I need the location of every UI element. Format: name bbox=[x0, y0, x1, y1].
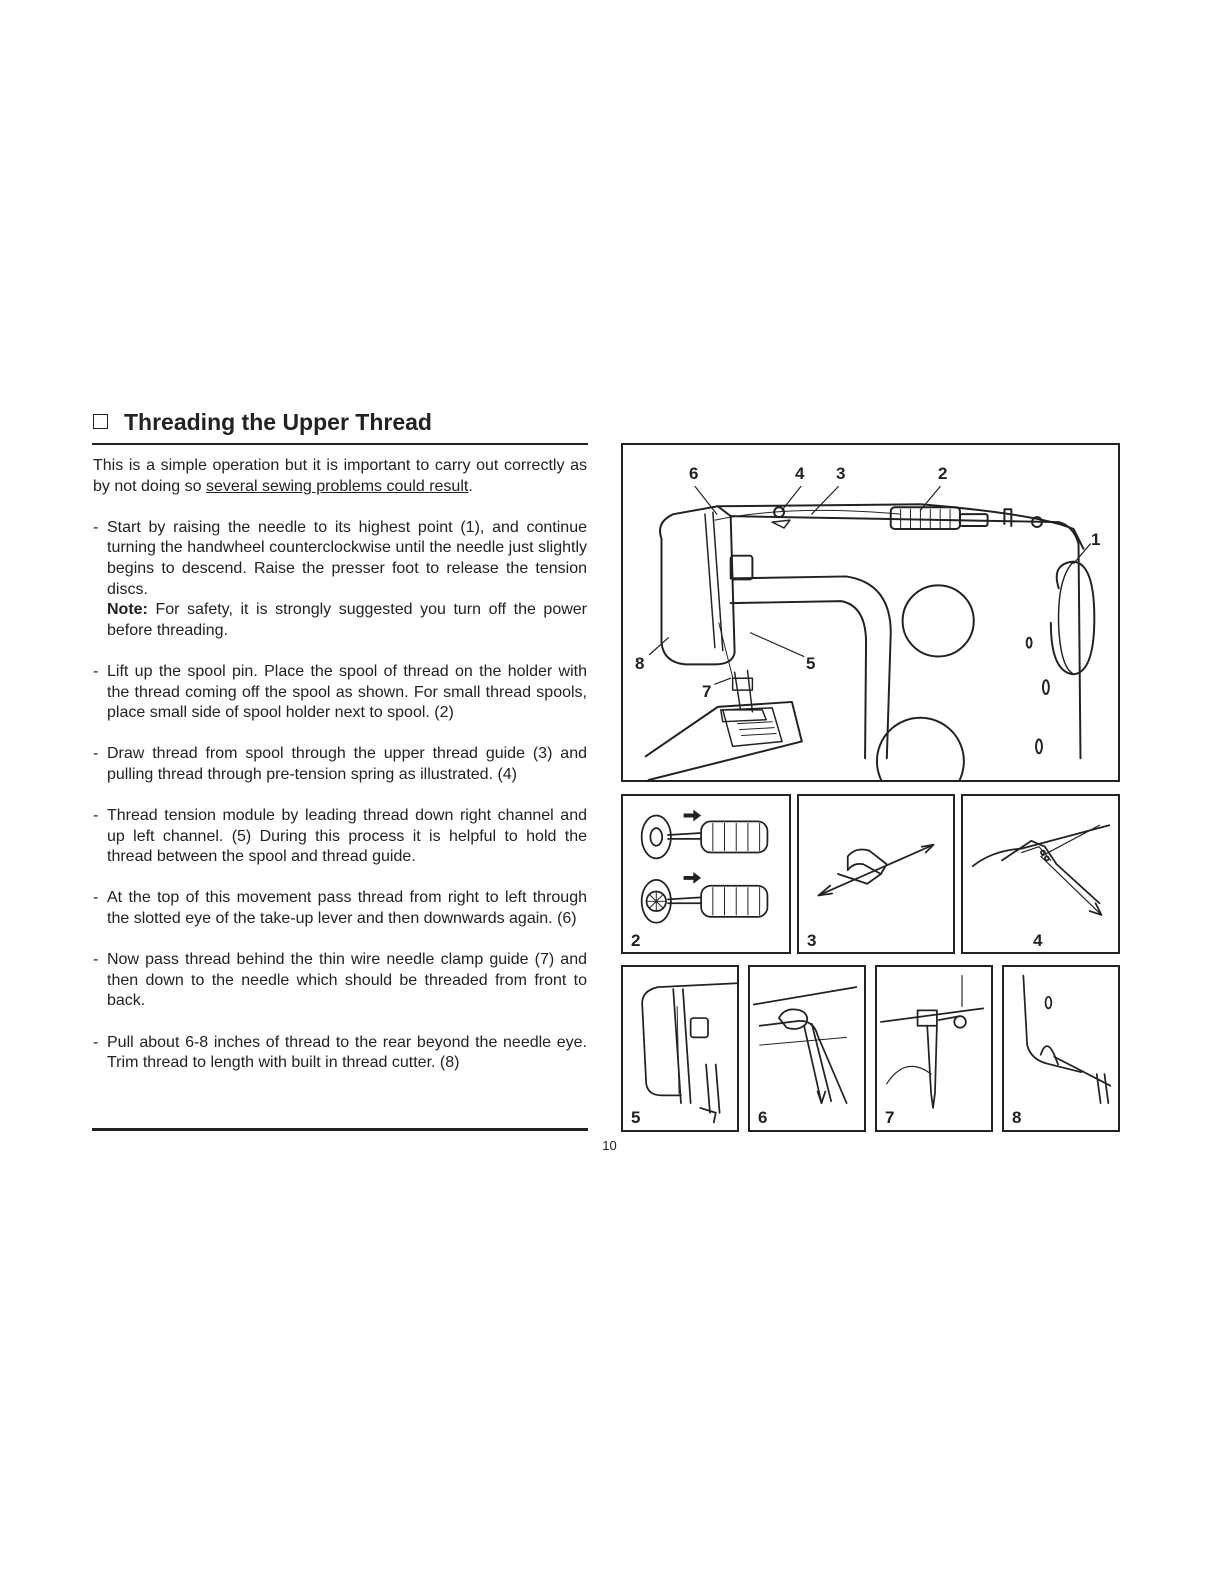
tension-module-illustration bbox=[623, 967, 737, 1130]
intro-underlined-text: several sewing problems could result bbox=[205, 477, 469, 495]
intro-end: . bbox=[468, 477, 473, 495]
step-text: Lift up the spool pin. Place the spool of thread on the holder with the thread coming off the spool as shown. For small thread spools, place small side of spool holder next to spool. (2) bbox=[107, 662, 587, 722]
panel-number: 8 bbox=[1012, 1108, 1022, 1127]
step-dash: - bbox=[93, 518, 99, 536]
step-text: Start by raising the needle to its highest point (1), and continue turning the handwheel counterclockwise until the needle just slightly begins to descend. Raise the presser foot to release the tension discs. bbox=[107, 518, 587, 598]
sewing-machine-illustration bbox=[623, 445, 1118, 780]
panel-tension-module bbox=[621, 965, 739, 1132]
panel-number: 4 bbox=[1033, 931, 1043, 950]
step-dash: - bbox=[93, 1033, 99, 1051]
step-text: Pull about 6-8 inches of thread to the rear beyond the needle eye. Trim thread to length with built in thread cutter. (8) bbox=[107, 1033, 587, 1072]
callout-5: 5 bbox=[806, 654, 816, 673]
step-list bbox=[93, 518, 587, 1074]
step-text: Thread tension module by leading thread down right channel and up left channel. (5) During this process it is helpful to hold the thread between the spool and thread guide. bbox=[107, 807, 587, 866]
section-title-row bbox=[93, 406, 588, 440]
panel-spool bbox=[621, 794, 791, 954]
panel-pre-tension bbox=[961, 794, 1120, 954]
step-item bbox=[93, 888, 587, 929]
page-title: Threading the Upper Thread bbox=[124, 409, 432, 435]
step-text: Draw thread from spool through the upper thread guide (3) and pulling thread through pre-tension spring as illustrated. (4) bbox=[107, 745, 587, 783]
panel-thread-guide bbox=[797, 794, 955, 954]
step-item bbox=[93, 518, 587, 642]
step-item bbox=[93, 662, 587, 724]
step-item bbox=[93, 744, 587, 785]
page-number: 10 bbox=[602, 1138, 617, 1153]
panel-number: 2 bbox=[631, 931, 641, 950]
checkbox-square-icon bbox=[93, 414, 108, 429]
callout-4: 4 bbox=[795, 464, 805, 483]
step-dash: - bbox=[93, 745, 99, 763]
intro-paragraph bbox=[93, 456, 587, 497]
step-dash: - bbox=[93, 951, 99, 969]
step-dash: - bbox=[93, 662, 99, 680]
callout-1: 1 bbox=[1091, 530, 1101, 549]
note-label: Note: bbox=[107, 601, 148, 619]
panel-number: 7 bbox=[885, 1108, 895, 1127]
panel-take-up-lever bbox=[748, 965, 866, 1132]
sewing-machine-figure bbox=[621, 443, 1120, 782]
callout-7: 7 bbox=[702, 682, 712, 701]
needle-clamp-illustration bbox=[877, 967, 991, 1130]
step-item bbox=[93, 950, 587, 1012]
callout-2: 2 bbox=[938, 464, 948, 483]
pre-tension-spring-illustration bbox=[963, 796, 1118, 952]
step-item bbox=[93, 1033, 587, 1074]
callout-6: 6 bbox=[689, 464, 699, 483]
note-text: For safety, it is strongly suggested you turn off the power before threading. bbox=[107, 601, 587, 639]
callout-8: 8 bbox=[635, 654, 645, 673]
take-up-lever-illustration bbox=[750, 967, 864, 1130]
thread-guide-illustration bbox=[799, 796, 953, 952]
panel-number: 3 bbox=[807, 931, 817, 950]
step-text: Now pass thread behind the thin wire needle clamp guide (7) and then down to the needle which should be threaded from front to back. bbox=[107, 951, 587, 1010]
title-divider bbox=[92, 443, 588, 445]
spool-holder-illustration bbox=[623, 796, 789, 952]
step-item bbox=[93, 806, 587, 868]
panel-needle-clamp bbox=[875, 965, 993, 1132]
step-text: At the top of this movement pass thread from right to left through the slotted eye of the take-up lever and then downwards again. (6) bbox=[107, 889, 587, 928]
panel-number: 5 bbox=[631, 1108, 641, 1127]
instructions-column bbox=[93, 456, 587, 1074]
callout-3: 3 bbox=[836, 464, 846, 483]
panel-thread-cutter bbox=[1002, 965, 1120, 1132]
step-dash: - bbox=[93, 807, 99, 825]
bottom-divider bbox=[92, 1128, 588, 1131]
intro-text: This is a simple operation but it is important to carry out correctly as by not doing so bbox=[93, 457, 587, 495]
note bbox=[107, 600, 587, 641]
panel-number: 6 bbox=[758, 1108, 768, 1127]
step-dash: - bbox=[93, 889, 99, 907]
thread-cutter-illustration bbox=[1004, 967, 1118, 1130]
